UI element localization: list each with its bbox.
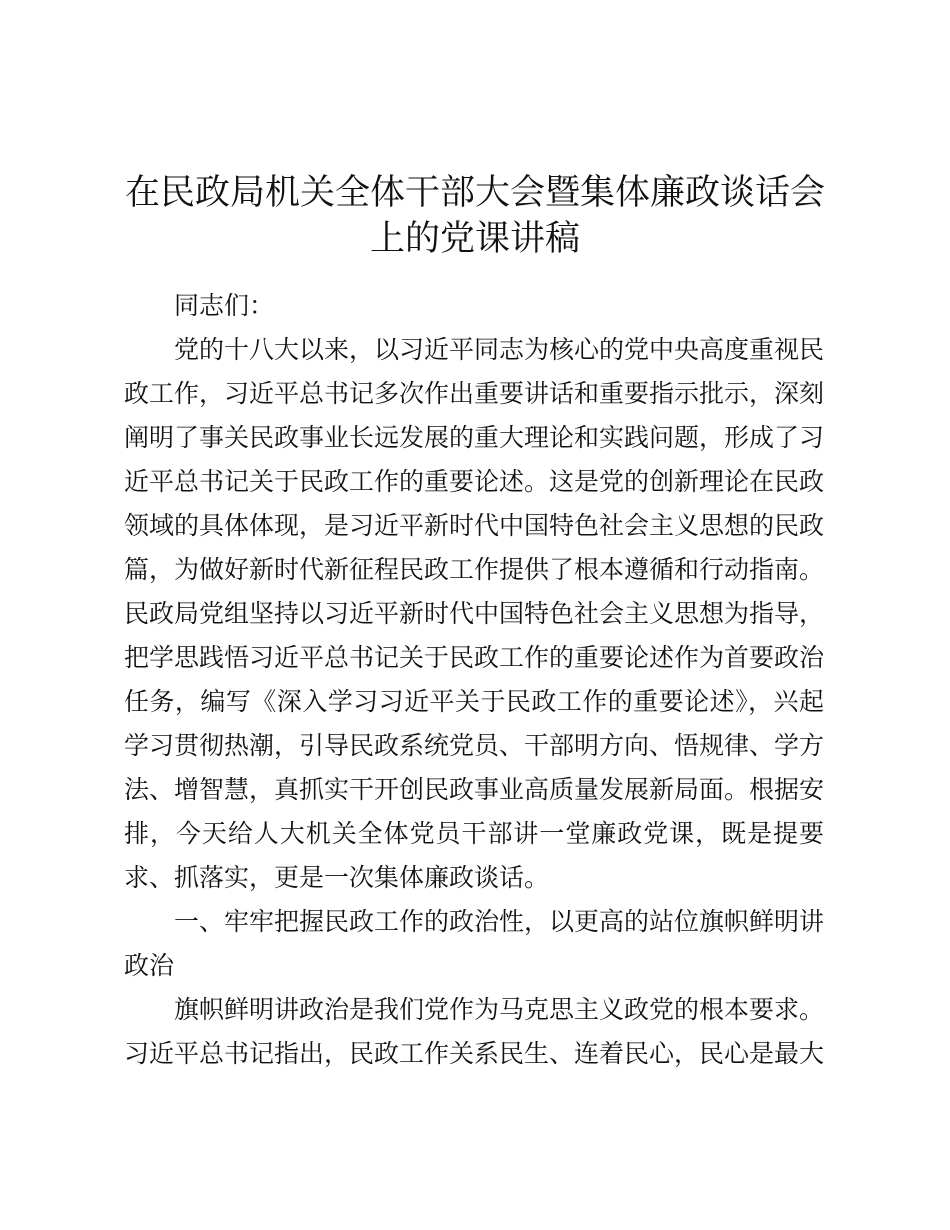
document-title xyxy=(110,170,840,262)
paragraph-intro: 党的十八大以来，以习近平同志为核心的党中央高度重视民政工作，习近平总书记多次作出重要讲话和重要指示批示，深刻阐明了事关民政事业长远发展的重大理论和实践问题，形成了习近平总书记关于民政工作的重要论述。这是党的创新理论在民政领域的具体体现，是习近平新时代中国特色社会主义思想的民政篇，为做好新时代新征程民政工作提供了根本遵循和行动指南。民政局党组坚持以习近平新时代中国特色社会主义思想为指导，把学思践悟习近平总书记关于民政工作的重要论述作为首要政治任务，编写《深入学习习近平关于民政工作的重要论述》，兴起学习贯彻热潮，引导民政系统党员、干部明方向、悟规律、学方法、增智慧，真抓实干开创民政事业高质量发展新局面。根据安排，今天给人大机关全体党员干部讲一堂廉政党课，既是提要求、抓落实，更是一次集体廉政谈话。 xyxy=(124,335,825,892)
title-line-2: 上的党课讲稿 xyxy=(369,219,580,259)
paragraph-section-1: 旗帜鲜明讲政治是我们党作为马克思主义政党的根本要求。习近平总书记指出，民政工作关系民生、连着民心，民心是最大 xyxy=(124,995,825,1068)
title-line-1: 在民政局机关全体干部大会暨集体廉政谈话会 xyxy=(124,173,825,213)
document-body xyxy=(124,284,824,1076)
salutation: 同志们： xyxy=(174,291,275,320)
section-heading-1: 一、牢牢把握民政工作的政治性，以更高的站位旗帜鲜明讲政治 xyxy=(124,907,825,980)
